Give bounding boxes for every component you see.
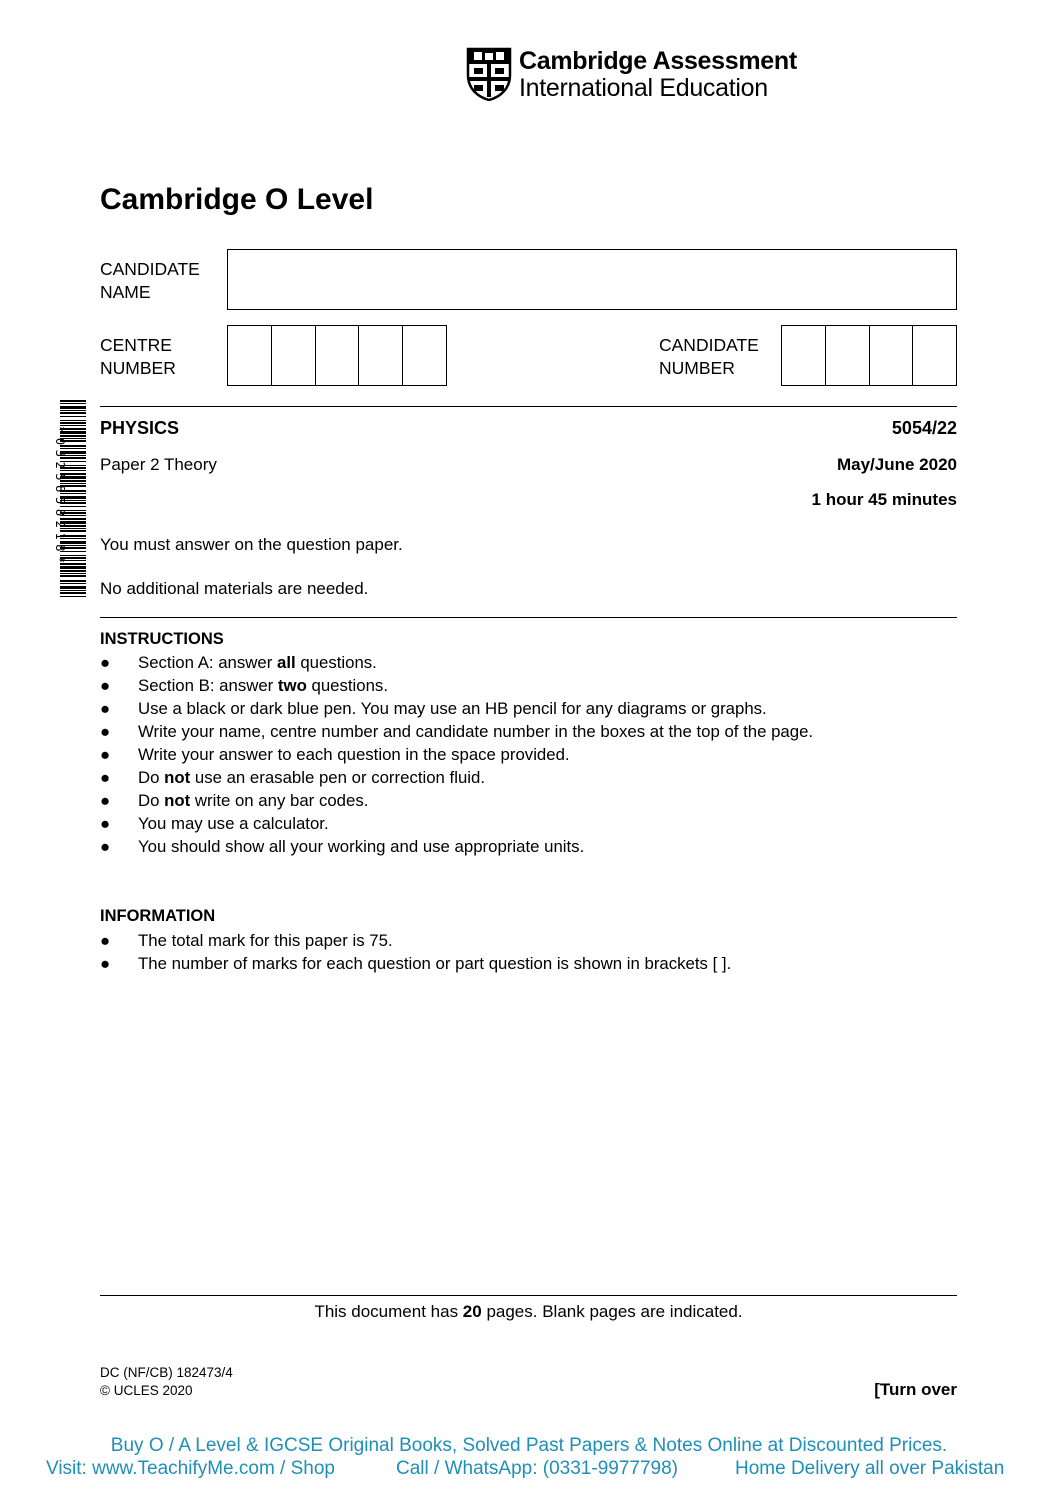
instruction-item: ● Write your answer to each question in the space provided. [100,745,570,764]
page-title: Cambridge O Level [100,183,374,216]
instruction-item: ● Use a black or dark blue pen. You may use an HB pencil for any diagrams or graphs. [100,699,767,718]
candidate-number-digit-box[interactable] [782,326,826,385]
instruction-item: ● You should show all your working and use appropriate units. [100,837,585,856]
barcode [38,398,86,600]
bullet-icon: ● [100,814,111,833]
exam-duration: 1 hour 45 minutes [811,490,957,509]
cambridge-shield-icon [466,47,512,101]
centre-number-label [100,334,176,380]
centre-number-field [227,325,447,386]
cambridge-logo [466,47,806,103]
centre-number-label-line1: CENTRE [100,335,172,355]
bullet-icon: ● [100,791,111,810]
divider [100,406,957,407]
candidate-number-digit-box[interactable] [870,326,914,385]
centre-number-digit-box[interactable] [359,326,403,385]
answer-note: You must answer on the question paper. [100,535,403,554]
promo-banner: Buy O / A Level & IGCSE Original Books, Solved Past Papers & Notes Online at Discounted Prices. [110,1435,948,1456]
turn-over: [Turn over [874,1380,957,1399]
instruction-item: ● Write your name, centre number and candidate number in the boxes at the top of the page. [100,722,814,741]
divider [100,1295,957,1296]
instructions-list [100,651,813,858]
page-count-note: This document has 20 pages. Blank pages are indicated. [314,1302,743,1321]
information-item: ● The number of marks for each question or part question is shown in brackets [ ]. [100,954,732,973]
paper-name: Paper 2 Theory [100,455,217,474]
divider [100,617,957,618]
reference-code: DC (NF/CB) 182473/4 [100,1365,233,1380]
bullet-icon: ● [100,768,111,787]
candidate-number-field [781,325,957,386]
promo-phone[interactable]: Call / WhatsApp: (0331-9977798) [396,1458,678,1479]
bullet-icon: ● [100,837,111,856]
instruction-item: ● Do not write on any bar codes. [100,791,369,810]
exam-session: May/June 2020 [836,455,957,474]
paper-code: 5054/22 [891,418,957,438]
centre-number-digit-box[interactable] [403,326,446,385]
barcode-text: *0325858218* [53,426,67,568]
candidate-name-label [100,258,200,304]
instruction-item: ● Do not use an erasable pen or correction fluid. [100,768,485,787]
candidate-number-digit-box[interactable] [826,326,870,385]
candidate-name-field[interactable] [227,249,957,310]
instruction-item: ● Section A: answer all questions. [100,653,377,672]
logo-text-line1: Cambridge Assessment [519,47,797,75]
centre-number-label-line2: NUMBER [100,358,176,378]
candidate-number-label-line1: CANDIDATE [659,335,759,355]
centre-number-digit-box[interactable] [228,326,272,385]
instruction-item: ● Section B: answer two questions. [100,676,388,695]
candidate-name-label-line1: CANDIDATE [100,259,200,279]
information-item: ● The total mark for this paper is 75. [100,931,393,950]
promo-website[interactable]: Visit: www.TeachifyMe.com / Shop [46,1458,335,1479]
instructions-heading: INSTRUCTIONS [100,630,224,648]
information-heading: INFORMATION [100,907,216,925]
information-list [100,929,731,975]
bullet-icon: ● [100,722,111,741]
bullet-icon: ● [100,745,111,764]
candidate-number-label-line2: NUMBER [659,358,735,378]
copyright: © UCLES 2020 [100,1383,193,1398]
candidate-number-digit-box[interactable] [913,326,956,385]
logo-text-line2: International Education [519,74,768,102]
instruction-item: ● You may use a calculator. [100,814,329,833]
candidate-number-label [659,334,759,380]
bullet-icon: ● [100,931,111,950]
bullet-icon: ● [100,676,111,695]
centre-number-digit-box[interactable] [316,326,360,385]
materials-note: No additional materials are needed. [100,579,369,598]
subject-name: PHYSICS [100,418,180,438]
bullet-icon: ● [100,954,111,973]
promo-delivery: Home Delivery all over Pakistan [735,1458,1005,1479]
candidate-name-label-line2: NAME [100,282,151,302]
centre-number-digit-box[interactable] [272,326,316,385]
bullet-icon: ● [100,699,111,718]
bullet-icon: ● [100,653,111,672]
